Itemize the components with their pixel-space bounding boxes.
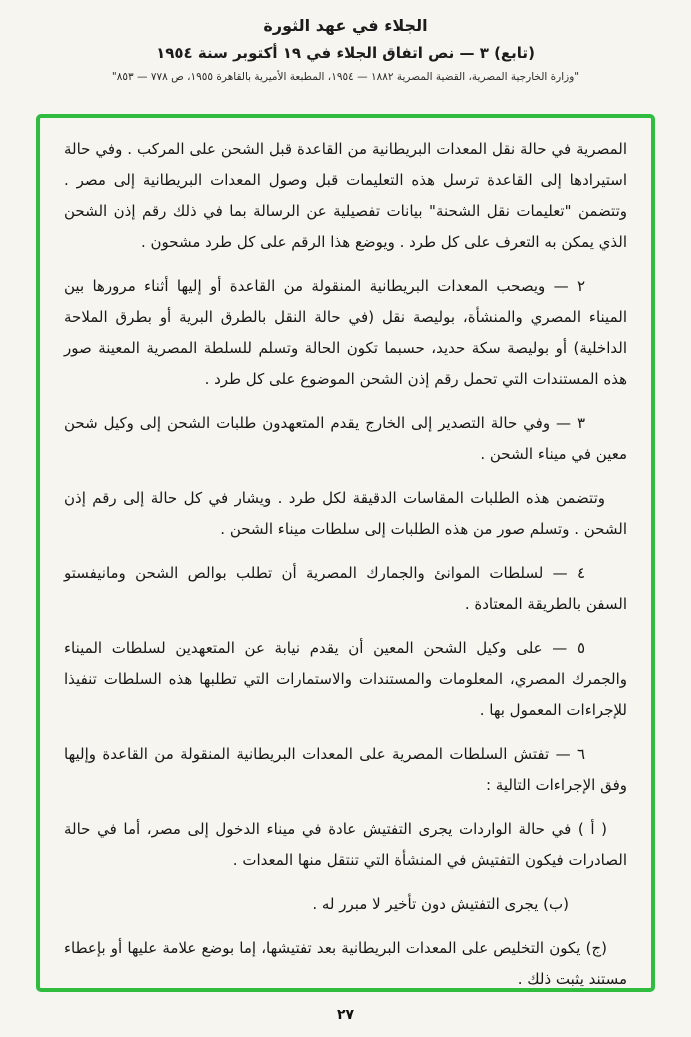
sub-item-a: ( أ ) في حالة الواردات يجرى التفتيش عادة في ميناء الدخول إلى مصر، أما في حالة الصادرات فيكون التفتيش في المنشأة التي تنتقل منها المعدات . [64, 820, 627, 869]
sub-item-c: (ج) يكون التخليص على المعدات البريطانية بعد تفتيشها، إما بوضع علامة عليها أو بإعطاء مستند يثبت ذلك . [64, 939, 627, 988]
paragraph-item-2: ٢ — ويصحب المعدات البريطانية المنقولة من القاعدة أو إليها أثناء مرورها بين الميناء المصري والمنشأة، بوليصة نقل (في حالة النقل بالطرق البرية أو بطرق الملاحة الداخلية) أو بوليصة سكة حديد، حسبما تكون الحالة وتسلم للسلطة المصرية المعينة صور هذه المستندات التي تحمل رقم إذن الشحن الموضوع على كل طرد . [64, 277, 627, 388]
paragraph-item-4: ٤ — لسلطات الموانئ والجمارك المصرية أن تطلب بوالص الشحن ومانيفستو السفن بالطريقة المعتادة . [64, 564, 627, 613]
document-subtitle: (تابع) ٣ — نص اتفاق الجلاء في ١٩ أكتوبر سنة ١٩٥٤ [156, 44, 535, 62]
document-title: الجلاء في عهد الثورة [263, 16, 428, 35]
source-citation-note: "وزارة الخارجية المصرية، القضية المصرية ١٨٨٢ — ١٩٥٤، المطبعة الأميرية بالقاهرة ١٩٥٥، ص ٧٧٨ — ٨٥٣" [111, 71, 580, 83]
page-header [0, 0, 691, 112]
paragraph-item-3-continuation: وتتضمن هذه الطلبات المقاسات الدقيقة لكل طرد . ويشار في كل حالة إلى رقم إذن الشحن . وتسلم صور من هذه الطلبات إلى سلطات ميناء الشحن . [64, 489, 627, 538]
paragraph-item-6: ٦ — تفتش السلطات المصرية على المعدات البريطانية المنقولة من القاعدة وإليها وفق الإجراءات التالية : [64, 745, 627, 794]
highlighted-text-box [36, 114, 655, 992]
page-footer [0, 992, 691, 1037]
paragraph-continuation: المصرية في حالة نقل المعدات البريطانية من القاعدة قبل الشحن على المركب . وفي حالة استيرادها إلى القاعدة ترسل هذه التعليمات قبل وصول المعدات البريطانية إلى مصر . وتتضمن "تعليمات نقل الشحنة" بيانات تفصيلية عن الرسالة بما في ذلك رقم إذن الشحن الذي يمكن به التعرف على كل طرد . ويوضع هذا الرقم على كل طرد مشحون . [64, 140, 627, 251]
paragraph-item-5: ٥ — على وكيل الشحن المعين أن يقدم نيابة عن المتعهدين لسلطات الميناء والجمرك المصري، المعلومات والمستندات والاستمارات التي تطلبها هذه السلطات تنفيذا للإجراءات المعمول بها . [64, 639, 627, 719]
paragraph-item-3: ٣ — وفي حالة التصدير إلى الخارج يقدم المتعهدون طلبات الشحن إلى وكيل شحن معين في ميناء الشحن . [64, 414, 627, 463]
page-number: ٢٧ [336, 1006, 355, 1023]
sub-item-b: (ب) يجرى التفتيش دون تأخير لا مبرر له . [312, 895, 569, 913]
